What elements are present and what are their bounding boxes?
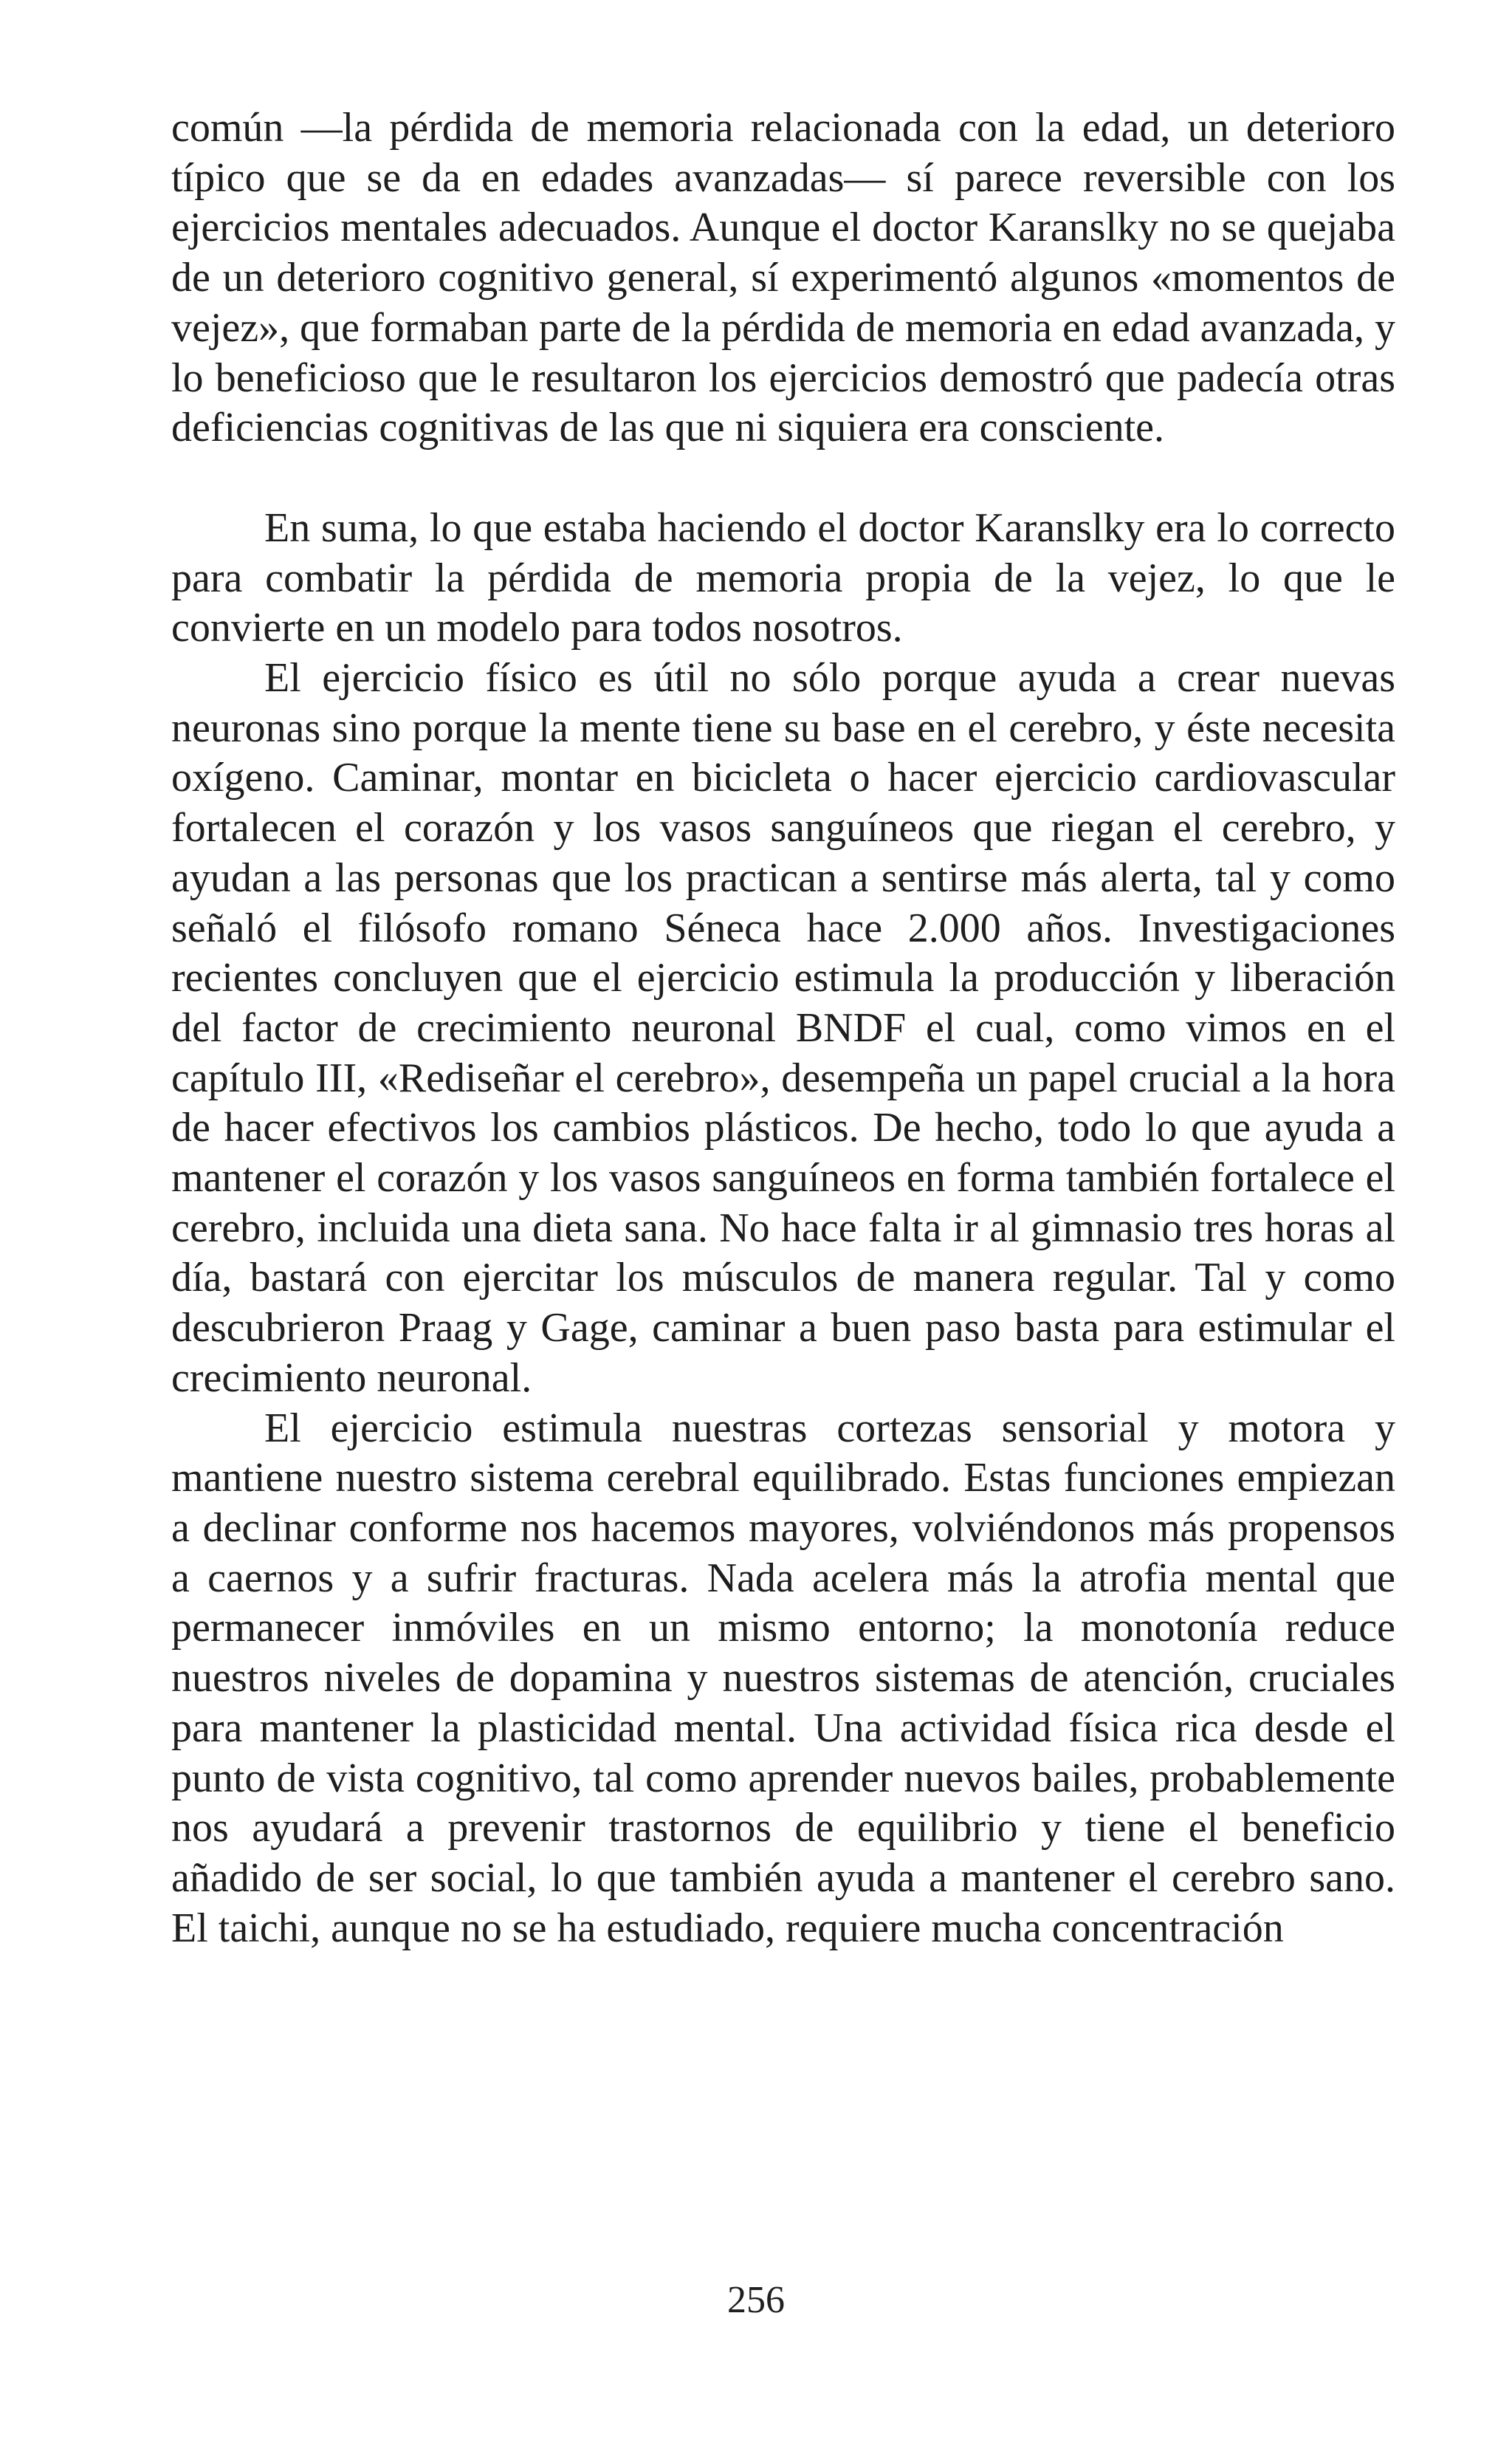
paragraph-cortex: El ejercicio estimula nuestras cortezas sensorial y motora y mantiene nuestro sistema cerebral equilibrado. Estas funciones empiezan a declinar conforme nos hacemos mayores, volviéndonos más propensos a caernos y a sufrir fracturas. Nada acelera más la atrofia mental que permanecer inmóviles en un mismo entorno; la monotonía reduce nuestros niveles de dopamina y nuestros sistemas de atención, cruciales para mantener la plasticidad mental. Una actividad física rica desde el punto de vista cognitivo, tal como aprender nuevos bailes, probablemente nos ayudará a prevenir trastornos de equilibrio y tiene el beneficio añadido de ser social, lo que también ayuda a mantener el cerebro sano. El taichi, aunque no se ha estudiado, requiere mucha concentración	[171, 1405, 1395, 1951]
paragraph-exercise: El ejercicio físico es útil no sólo porque ayuda a crear nuevas neuronas sino porque la mente tiene su base en el cerebro, y éste necesita oxígeno. Caminar, montar en bicicleta o hacer ejercicio cardiovascular fortalecen el corazón y los vasos sanguíneos que riegan el cerebro, y ayudan a las personas que los practican a sentirse más alerta, tal y como señaló el filósofo romano Séneca hace 2.000 años. Investigaciones recientes concluyen que el ejercicio estimula la producción y liberación del factor de crecimiento neuronal BNDF el cual, como vimos en el capítulo III, «Rediseñar el cerebro», desempeña un papel crucial a la hora de hacer efectivos los cambios plásticos. De hecho, todo lo que ayuda a mantener el corazón y los vasos sanguíneos en forma también fortalece el cerebro, incluida una dieta sana. No hace falta ir al gimnasio tres horas al día, bastará con ejercitar los músculos de manera regular. Tal y como descubrieron Praag y Gage, caminar a buen paso basta para estimular el crecimiento neuronal.	[171, 655, 1395, 1401]
page-body	[171, 103, 1395, 1953]
page-number: 256	[727, 2279, 785, 2321]
paragraph-continuation: común —la pérdida de memoria relacionada con la edad, un deterioro típico que se da en edades avanzadas— sí parece reversible con los ejercicios mentales adecuados. Aunque el doctor Karanslky no se quejaba de un deterioro cognitivo general, sí experimentó algunos «momentos de vejez», que formaban parte de la pérdida de memoria en edad avanzada, y lo beneficioso que le resultaron los ejercicios demostró que padecía otras deficiencias cognitivas de las que ni siquiera era consciente.	[171, 105, 1395, 451]
paragraph-summary: En suma, lo que estaba haciendo el doctor Karanslky era lo correcto para combatir la pérdida de memoria propia de la vejez, lo que le convierte en un modelo para todos nosotros.	[171, 504, 1395, 651]
